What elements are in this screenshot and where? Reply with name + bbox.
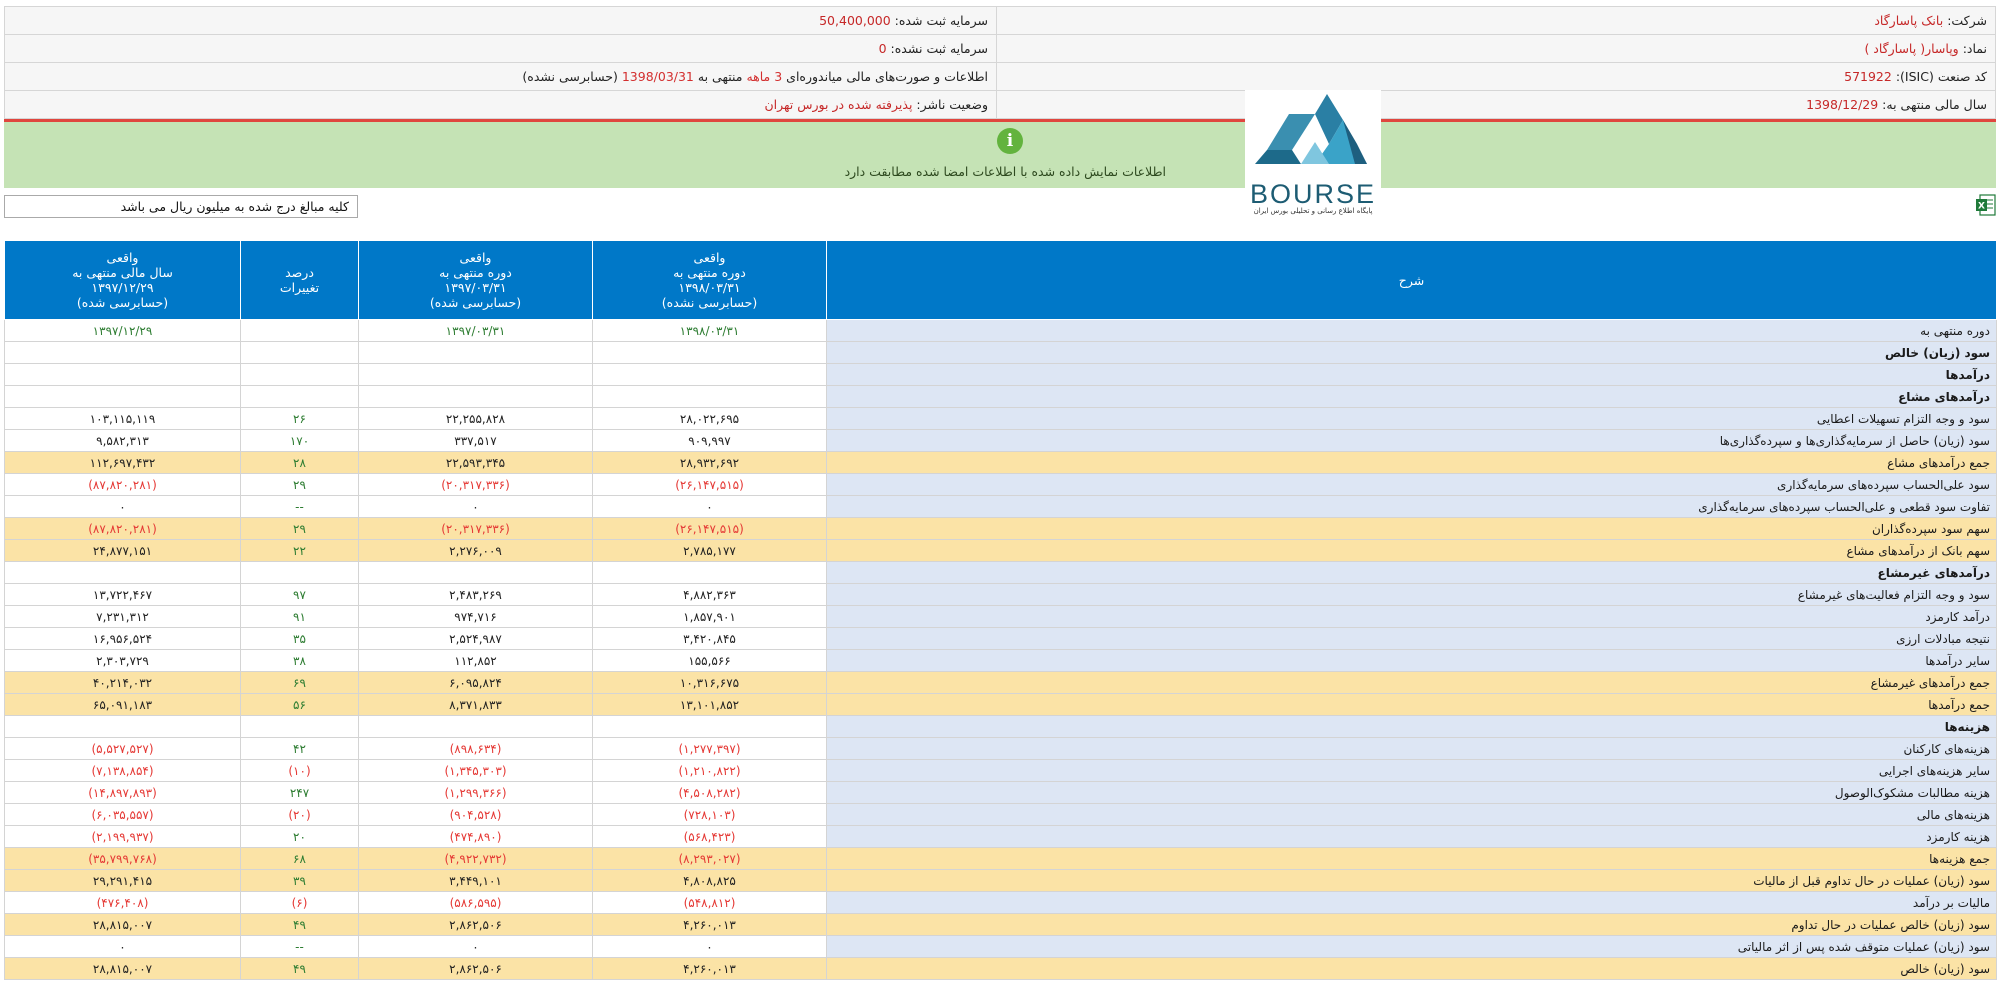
row-label: جمع درآمدهای غیرمشاع <box>827 672 1997 694</box>
percent-change-cell: ۹۷ <box>241 584 359 606</box>
row-label: جمع هزینه‌ها <box>827 848 1997 870</box>
header-line: ۱۳۹۷/۰۳/۳۱ <box>444 280 507 295</box>
value-cell: (۲۶,۱۴۷,۵۱۵) <box>593 474 827 496</box>
value-cell: (۵۸۶,۵۹۵) <box>359 892 593 914</box>
value-cell: ۲۸,۰۲۲,۶۹۵ <box>593 408 827 430</box>
value-cell: ۱,۸۵۷,۹۰۱ <box>593 606 827 628</box>
value-cell: (۱,۲۹۹,۳۶۶) <box>359 782 593 804</box>
value-cell: (۹۰۴,۵۲۸) <box>359 804 593 826</box>
row-label: سایر هزینه‌های اجرایی <box>827 760 1997 782</box>
value-cell: ۳,۴۴۹,۱۰۱ <box>359 870 593 892</box>
row-label: دوره منتهی به <box>827 320 1997 342</box>
header-line: ۱۳۹۸/۰۳/۳۱ <box>678 280 741 295</box>
table-row <box>5 738 1997 760</box>
value-cell: ۴,۸۸۲,۳۶۳ <box>593 584 827 606</box>
table-row <box>5 936 1997 958</box>
value-cell: (۸۷,۸۲۰,۲۸۱) <box>5 474 241 496</box>
table-row <box>5 584 1997 606</box>
value-cell: ۰ <box>5 496 241 518</box>
value-cell: (۱۴,۸۹۷,۸۹۳) <box>5 782 241 804</box>
header-fiscal-year-1397 <box>5 241 241 320</box>
table-row <box>5 628 1997 650</box>
value-cell: ۱۵۵,۵۶۶ <box>593 650 827 672</box>
row-label: سود (زیان) عملیات متوقف شده پس از اثر مالیاتی <box>827 936 1997 958</box>
fiscal-year-value: 1398/12/29 <box>1806 97 1879 112</box>
value-cell: ۷,۲۳۱,۳۱۲ <box>5 606 241 628</box>
total-row <box>5 672 1997 694</box>
header-line: (حسابرسی شده) <box>76 295 169 310</box>
value-cell: (۴,۵۰۸,۲۸۲) <box>593 782 827 804</box>
row-label: سود (زیان) حاصل از سرمایه‌گذاری‌ها و سپرده‌گذاری‌ها <box>827 430 1997 452</box>
header-line: (حسابرسی نشده) <box>661 295 758 310</box>
table-row <box>5 606 1997 628</box>
percent-change-cell: (۶) <box>241 892 359 914</box>
value-cell: (۴۷۴,۸۹۰) <box>359 826 593 848</box>
isic-cell <box>997 63 1996 91</box>
row-label: سود و وجه التزام فعالیت‌های غیرمشاع <box>827 584 1997 606</box>
value-cell: ۲۸,۸۱۵,۰۰۷ <box>5 958 241 980</box>
percent-change-cell: ۲۹ <box>241 474 359 496</box>
row-label: درآمدها <box>827 364 1997 386</box>
row-label: درآمدهای مشاع <box>827 386 1997 408</box>
percent-change-cell: ۲۰ <box>241 826 359 848</box>
total-row <box>5 958 1997 980</box>
header-description: شرح <box>827 241 1997 320</box>
row-label: سود علی‌الحساب سپرده‌های سرمایه‌گذاری <box>827 474 1997 496</box>
value-cell: ۱۳,۱۰۱,۸۵۲ <box>593 694 827 716</box>
section-header-row <box>5 716 1997 738</box>
value-cell: ۲,۴۸۳,۲۶۹ <box>359 584 593 606</box>
verification-banner <box>4 122 1996 188</box>
percent-change-cell: ۴۹ <box>241 958 359 980</box>
report-title-mid: منتهی به <box>697 69 743 84</box>
percent-change-cell: ۳۸ <box>241 650 359 672</box>
value-cell: ۹۷۴,۷۱۶ <box>359 606 593 628</box>
table-row <box>5 408 1997 430</box>
value-cell: ۶۵,۰۹۱,۱۸۳ <box>5 694 241 716</box>
value-cell: (۱,۳۴۵,۳۰۳) <box>359 760 593 782</box>
value-cell: (۲۰,۳۱۷,۳۳۶) <box>359 474 593 496</box>
header-period-1398 <box>593 241 827 320</box>
value-cell <box>359 562 593 584</box>
value-cell <box>593 386 827 408</box>
percent-change-cell: ۳۹ <box>241 870 359 892</box>
header-line: سال مالی منتهی به <box>72 265 173 280</box>
value-cell: ۰ <box>593 496 827 518</box>
verification-message: اطلاعات نمایش داده شده با اطلاعات امضا شده مطابقت دارد <box>844 164 1166 179</box>
percent-change-cell: ۵۶ <box>241 694 359 716</box>
percent-change-cell: ۲۴۷ <box>241 782 359 804</box>
table-header-row <box>5 241 1997 320</box>
value-cell: ۱۶,۹۵۶,۵۲۴ <box>5 628 241 650</box>
percent-change-cell <box>241 386 359 408</box>
row-label: سهم بانک از درآمدهای مشاع <box>827 540 1997 562</box>
info-icon: i <box>997 128 1023 154</box>
value-cell: ۲۸,۸۱۵,۰۰۷ <box>5 914 241 936</box>
value-cell: ۴,۸۰۸,۸۲۵ <box>593 870 827 892</box>
percent-change-cell: (۱۰) <box>241 760 359 782</box>
table-row <box>5 320 1997 342</box>
value-cell: (۵۴۸,۸۱۲) <box>593 892 827 914</box>
section-header-row <box>5 386 1997 408</box>
row-label: درآمدهای غیرمشاع <box>827 562 1997 584</box>
value-cell <box>593 562 827 584</box>
percent-change-cell: ۲۶ <box>241 408 359 430</box>
value-cell: (۲۶,۱۴۷,۵۱۵) <box>593 518 827 540</box>
row-label: نتیجه مبادلات ارزی <box>827 628 1997 650</box>
percent-change-cell: ۴۹ <box>241 914 359 936</box>
row-label: هزینه‌ها <box>827 716 1997 738</box>
total-row <box>5 518 1997 540</box>
publisher-status-label: وضعیت ناشر: <box>916 97 988 112</box>
row-label: سود (زیان) خالص <box>827 958 1997 980</box>
total-row <box>5 452 1997 474</box>
value-cell: (۱,۲۱۰,۸۲۲) <box>593 760 827 782</box>
value-cell: ۲,۷۸۵,۱۷۷ <box>593 540 827 562</box>
isic-label: کد صنعت (ISIC): <box>1895 69 1987 84</box>
value-cell: (۸,۲۹۳,۰۲۷) <box>593 848 827 870</box>
row-label: سود (زیان) عملیات در حال تداوم قبل از مالیات <box>827 870 1997 892</box>
value-cell: (۸۷,۸۲۰,۲۸۱) <box>5 518 241 540</box>
value-cell <box>359 386 593 408</box>
table-row <box>5 474 1997 496</box>
value-cell: ۴,۲۶۰,۰۱۳ <box>593 914 827 936</box>
registered-capital-cell <box>5 7 997 35</box>
company-value: بانک پاسارگاد <box>1874 13 1944 28</box>
excel-icon[interactable] <box>1976 194 1996 216</box>
report-title-prefix: اطلاعات و صورت‌های مالی میاندوره‌ای <box>786 69 988 84</box>
value-cell <box>593 716 827 738</box>
value-cell: ۱۰۳,۱۱۵,۱۱۹ <box>5 408 241 430</box>
table-row <box>5 430 1997 452</box>
company-info-table <box>4 6 1996 119</box>
header-period-1397 <box>359 241 593 320</box>
fiscal-year-label: سال مالی منتهی به: <box>1882 97 1987 112</box>
row-label: جمع درآمدها <box>827 694 1997 716</box>
value-cell: ۹۰۹,۹۹۷ <box>593 430 827 452</box>
value-cell: (۷۲۸,۱۰۳) <box>593 804 827 826</box>
percent-change-cell: ۳۵ <box>241 628 359 650</box>
header-line: ۱۳۹۷/۱۲/۲۹ <box>91 280 154 295</box>
section-header-row <box>5 364 1997 386</box>
publisher-status-cell <box>5 91 997 119</box>
percent-change-cell <box>241 562 359 584</box>
value-cell: (۲,۱۹۹,۹۳۷) <box>5 826 241 848</box>
value-cell: ۶,۰۹۵,۸۲۴ <box>359 672 593 694</box>
header-percent-change <box>241 241 359 320</box>
registered-capital-label: سرمایه ثبت شده: <box>894 13 988 28</box>
value-cell <box>359 364 593 386</box>
fiscal-year-cell <box>997 91 1996 119</box>
row-label: سود (زیان) خالص عملیات در حال تداوم <box>827 914 1997 936</box>
publisher-status-value: پذیرفته شده در بورس تهران <box>764 97 913 112</box>
table-row <box>5 496 1997 518</box>
percent-change-cell: ۲۸ <box>241 452 359 474</box>
row-label: سود و وجه التزام تسهیلات اعطایی <box>827 408 1997 430</box>
value-cell: ۲,۸۶۲,۵۰۶ <box>359 914 593 936</box>
financial-statement-table <box>4 240 1997 980</box>
value-cell: ۱۳,۷۲۲,۴۶۷ <box>5 584 241 606</box>
header-line: واقعی <box>106 250 139 265</box>
company-label: شرکت: <box>1947 13 1987 28</box>
total-row <box>5 870 1997 892</box>
registered-capital-value: 50,400,000 <box>819 13 891 28</box>
value-cell: ۱۳۹۸/۰۳/۳۱ <box>593 320 827 342</box>
header-line: دوره منتهی به <box>439 265 512 280</box>
value-cell: (۴,۹۲۲,۷۳۲) <box>359 848 593 870</box>
value-cell: (۱,۲۷۷,۳۹۷) <box>593 738 827 760</box>
row-label: جمع درآمدهای مشاع <box>827 452 1997 474</box>
row-label: درآمد کارمزد <box>827 606 1997 628</box>
percent-change-cell: ۶۹ <box>241 672 359 694</box>
value-cell: ۲۸,۹۳۲,۶۹۲ <box>593 452 827 474</box>
percent-change-cell: -- <box>241 496 359 518</box>
percent-change-cell: ۴۲ <box>241 738 359 760</box>
value-cell: (۴۷۶,۴۰۸) <box>5 892 241 914</box>
value-cell: (۵,۵۲۷,۵۲۷) <box>5 738 241 760</box>
percent-change-cell: -- <box>241 936 359 958</box>
value-cell <box>5 342 241 364</box>
unregistered-capital-value: 0 <box>878 41 887 56</box>
total-row <box>5 540 1997 562</box>
percent-change-cell <box>241 320 359 342</box>
value-cell <box>359 716 593 738</box>
report-period: 3 ماهه <box>746 69 783 84</box>
table-row <box>5 650 1997 672</box>
value-cell: ۳۳۷,۵۱۷ <box>359 430 593 452</box>
value-cell: ۰ <box>5 936 241 958</box>
table-row <box>5 804 1997 826</box>
value-cell: ۲,۳۰۳,۷۲۹ <box>5 650 241 672</box>
value-cell: ۴۰,۲۱۴,۰۳۲ <box>5 672 241 694</box>
symbol-cell <box>997 35 1996 63</box>
bourse24-logo[interactable] <box>1245 90 1381 218</box>
header-line: واقعی <box>693 250 726 265</box>
value-cell: ۲۲,۲۵۵,۸۲۸ <box>359 408 593 430</box>
row-label: هزینه کارمزد <box>827 826 1997 848</box>
value-cell: (۸۹۸,۶۳۴) <box>359 738 593 760</box>
value-cell: ۰ <box>593 936 827 958</box>
header-line: دوره منتهی به <box>673 265 746 280</box>
table-row <box>5 760 1997 782</box>
logo-mark-icon <box>1245 90 1381 182</box>
percent-change-cell: ۹۱ <box>241 606 359 628</box>
report-audit-status: (حسابرسی نشده) <box>522 69 618 84</box>
value-cell: ۲,۸۶۲,۵۰۶ <box>359 958 593 980</box>
header-line: درصد <box>285 265 314 280</box>
value-cell: ۱۰,۳۱۶,۶۷۵ <box>593 672 827 694</box>
amounts-note: کلیه مبالغ درج شده به میلیون ریال می باشد <box>4 195 358 218</box>
value-cell: ۸,۳۷۱,۸۳۳ <box>359 694 593 716</box>
row-label: سایر درآمدها <box>827 650 1997 672</box>
section-header-row <box>5 342 1997 364</box>
value-cell: ۲۲,۵۹۳,۳۴۵ <box>359 452 593 474</box>
percent-change-cell: ۶۸ <box>241 848 359 870</box>
header-line: (حسابرسی شده) <box>429 295 522 310</box>
value-cell: ۳,۴۲۰,۸۴۵ <box>593 628 827 650</box>
value-cell <box>593 364 827 386</box>
logo-wordmark: BOURSE <box>1249 179 1377 209</box>
svg-text:X: X <box>1978 201 1985 212</box>
value-cell: ۱۱۲,۸۵۲ <box>359 650 593 672</box>
value-cell: ۹,۵۸۲,۳۱۳ <box>5 430 241 452</box>
value-cell: ۱۳۹۷/۱۲/۲۹ <box>5 320 241 342</box>
section-header-row <box>5 562 1997 584</box>
table-row <box>5 826 1997 848</box>
value-cell: (۲۰,۳۱۷,۳۳۶) <box>359 518 593 540</box>
row-label: تفاوت سود قطعی و علی‌الحساب سپرده‌های سرمایه‌گذاری <box>827 496 1997 518</box>
value-cell: ۰ <box>359 496 593 518</box>
value-cell: ۴,۲۶۰,۰۱۳ <box>593 958 827 980</box>
value-cell: ۲۴,۸۷۷,۱۵۱ <box>5 540 241 562</box>
row-label: سود (زیان) خالص <box>827 342 1997 364</box>
value-cell <box>5 386 241 408</box>
isic-value: 571922 <box>1844 69 1892 84</box>
value-cell: ۰ <box>359 936 593 958</box>
percent-change-cell <box>241 716 359 738</box>
symbol-value: وپاسار( پاسارگاد ) <box>1864 41 1959 56</box>
row-label: سهم سود سپرده‌گذاران <box>827 518 1997 540</box>
total-row <box>5 848 1997 870</box>
percent-change-cell <box>241 342 359 364</box>
value-cell: ۲۹,۲۹۱,۴۱۵ <box>5 870 241 892</box>
value-cell <box>359 342 593 364</box>
row-label: مالیات بر درآمد <box>827 892 1997 914</box>
table-body <box>5 320 1997 980</box>
value-cell: ۲,۵۲۴,۹۸۷ <box>359 628 593 650</box>
header-line: واقعی <box>459 250 492 265</box>
percent-change-cell <box>241 364 359 386</box>
percent-change-cell: (۲۰) <box>241 804 359 826</box>
percent-change-cell: ۲۹ <box>241 518 359 540</box>
company-cell <box>997 7 1996 35</box>
report-date: 1398/03/31 <box>621 69 694 84</box>
symbol-label: نماد: <box>1962 41 1987 56</box>
unregistered-capital-cell <box>5 35 997 63</box>
value-cell: ۲,۲۷۶,۰۰۹ <box>359 540 593 562</box>
value-cell <box>5 716 241 738</box>
value-cell: (۳۵,۷۹۹,۷۶۸) <box>5 848 241 870</box>
row-label: هزینه‌های کارکنان <box>827 738 1997 760</box>
header-line: تغییرات <box>279 280 320 295</box>
value-cell: (۷,۱۳۸,۸۵۴) <box>5 760 241 782</box>
value-cell: (۶,۰۳۵,۵۵۷) <box>5 804 241 826</box>
percent-change-cell: ۱۷۰ <box>241 430 359 452</box>
value-cell: ۱۳۹۷/۰۳/۳۱ <box>359 320 593 342</box>
total-row <box>5 694 1997 716</box>
row-label: هزینه مطالبات مشکوک‌الوصول <box>827 782 1997 804</box>
row-label: هزینه‌های مالی <box>827 804 1997 826</box>
logo-subtitle: پایگاه اطلاع رسانی و تحلیلی بورس ایران <box>1253 207 1373 215</box>
table-row <box>5 782 1997 804</box>
value-cell <box>593 342 827 364</box>
percent-change-cell: ۲۲ <box>241 540 359 562</box>
value-cell: (۵۶۸,۴۲۳) <box>593 826 827 848</box>
value-cell <box>5 364 241 386</box>
unregistered-capital-label: سرمایه ثبت نشده: <box>890 41 988 56</box>
value-cell: ۱۱۲,۶۹۷,۴۳۲ <box>5 452 241 474</box>
report-title-cell <box>5 63 997 91</box>
total-row <box>5 914 1997 936</box>
value-cell <box>5 562 241 584</box>
table-row <box>5 892 1997 914</box>
